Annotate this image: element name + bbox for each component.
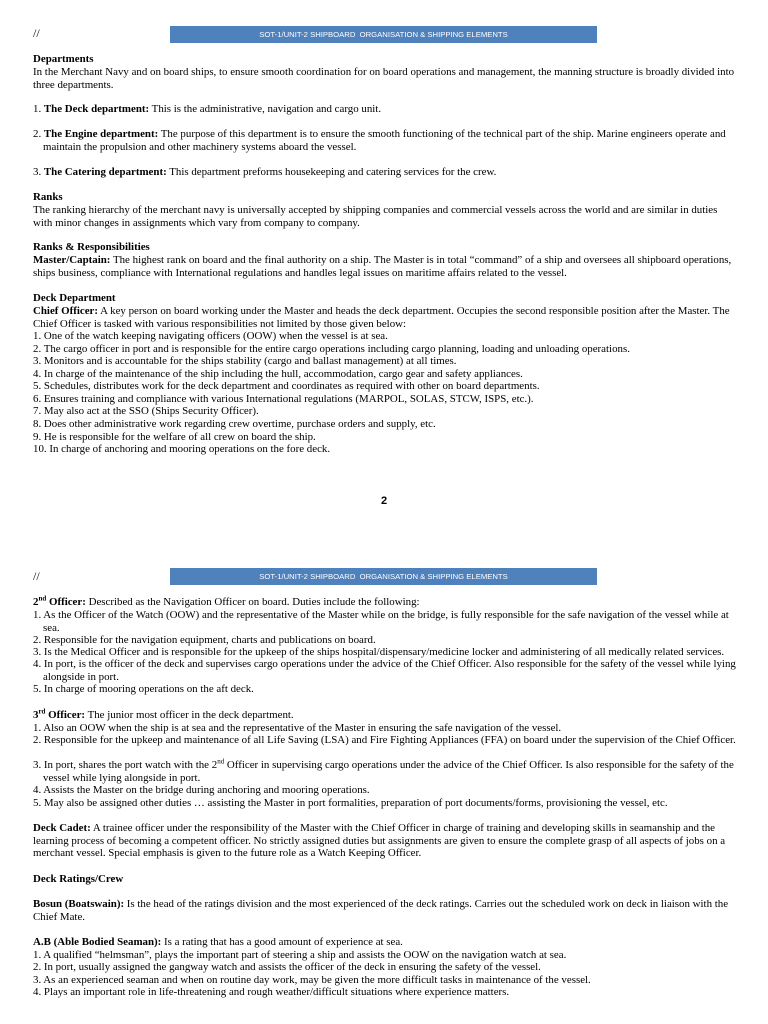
second-officer-duty: 4. In port, is the officer of the deck and supervises cargo operations under the advice of the Chief Officer. Also responsible for the safety of the vessel while lying alongside in port.: [33, 658, 736, 683]
label-superscript: nd: [38, 594, 47, 603]
header-banner: SOT-1/UNIT-2 SHIPBOARD ORGANISATION & SHIPPING ELEMENTS: [170, 26, 597, 43]
label-number: 3: [33, 709, 39, 721]
third-officer-duty: 5. May also be assigned other duties … assisting the Master in port formalities, preparation of port documents/forms, provisioning the vessel, etc.: [33, 797, 668, 809]
chief-officer-duty: 9. He is responsible for the welfare of all crew on board the ship.: [33, 431, 316, 443]
third-officer-duty: 4. Assists the Master on the bridge during anchoring and mooring operations.: [33, 784, 370, 796]
chief-officer-duty: 8. Does other administrative work regarding crew overtime, purchase orders and supply, etc.: [33, 418, 436, 430]
section-heading-departments: [33, 53, 736, 66]
able-seaman-duty: 1. A qualified “helmsman”, plays the important part of steering a ship and assists the OOW on the navigation watch at sea.: [33, 949, 567, 961]
label-superscript: rd: [38, 707, 46, 716]
paragraph-text: A key person on board working under the Master and heads the deck department. Occupies the second responsible position after the Master. The Chief Officer is tasked with various responsibilities not limited by those given below:: [33, 305, 730, 330]
chief-officer-duty: 3. Monitors and is accountable for the ships stability (cargo and ballast management) at all times.: [33, 355, 457, 367]
department-item-catering: [33, 166, 736, 179]
third-officer-paragraph: [33, 709, 736, 722]
third-officer-duty: 2. Responsible for the upkeep and maintenance of all Life Saving (LSA) and Fire Fighting Appliances (FFA) on board under the supervision of the Chief Officer.: [33, 734, 736, 746]
deck-cadet-paragraph: [33, 822, 736, 860]
paragraph-text: Is the head of the ratings division and the most experienced of the deck ratings. Carries out the scheduled work on deck in liaison with the Chief Mate.: [33, 898, 729, 923]
paragraph-text: A trainee officer under the responsibility of the Master with the Chief Officer in charge of training and developing skills in seamanship and the learning process of becoming a competent officer. No strictly assigned duties but assignments are given to ensure the complete grasp of all aspects of jobs on a merchant vessel. Special emphasis is given to the future role as a Watch Keeping Officer.: [33, 822, 726, 860]
paragraph-label: Master/Captain:: [33, 254, 111, 266]
departments-intro: In the Merchant Navy and on board ships, to ensure smooth coordination for on board operations and management, the manning structure is broadly divided into three departments.: [33, 66, 735, 91]
paragraph-label: [33, 596, 86, 608]
chief-officer-duty: 10. In charge of anchoring and mooring operations on the fore deck.: [33, 443, 331, 455]
able-seaman-paragraph: [33, 936, 736, 949]
second-officer-paragraph: [33, 596, 736, 609]
able-seaman-duty: 3. As an experienced seaman and when on routine day work, may be given the more difficult tasks in maintenance of the vessel.: [33, 974, 591, 986]
chief-officer-duty: 7. May also act at the SSO (Ships Security Officer).: [33, 405, 259, 417]
paragraph-text: The junior most officer in the deck department.: [85, 709, 294, 721]
heading-text: Deck Ratings/Crew: [33, 873, 124, 885]
bosun-paragraph: [33, 898, 736, 923]
chief-officer-paragraph: [33, 305, 736, 330]
section-heading-ranks: [33, 191, 736, 204]
page-marker: //: [33, 569, 40, 583]
heading-text: Departments: [33, 53, 94, 65]
paragraph-text: Described as the Navigation Officer on board. Duties include the following:: [85, 596, 420, 608]
duty-text-after: Officer in supervising cargo operations under the advice of the Chief Officer. Is also responsible for the safety of the vessel while lying alongside in port.: [43, 759, 734, 784]
item-text: This department preforms housekeeping and catering services for the crew.: [166, 166, 497, 178]
chief-officer-duty: 1. One of the watch keeping navigating officers (OOW) when the vessel is at sea.: [33, 330, 388, 342]
able-seaman-duty: 4. Plays an important role in life-threatening and rough weather/difficult situations where experience matters.: [33, 986, 510, 998]
section-heading-deck-ratings: [33, 873, 736, 886]
third-officer-duty: [33, 759, 736, 784]
heading-text: Ranks & Responsibilities: [33, 241, 150, 253]
item-label: The Deck department:: [43, 103, 150, 115]
department-item-deck: [33, 103, 736, 116]
label-rest: Officer:: [46, 596, 86, 608]
second-officer-duty: 5. In charge of mooring operations on the aft deck.: [33, 683, 254, 695]
paragraph-label: Chief Officer:: [33, 305, 99, 317]
header-banner: SOT-1/UNIT-2 SHIPBOARD ORGANISATION & SHIPPING ELEMENTS: [170, 568, 597, 585]
chief-officer-duty: 2. The cargo officer in port and is responsible for the entire cargo operations including cargo planning, loading and unloading operations.: [33, 343, 630, 355]
label-number: 2: [33, 596, 39, 608]
master-captain-paragraph: [33, 254, 736, 279]
paragraph-label: Deck Cadet:: [33, 822, 91, 834]
item-label: The Engine department:: [43, 128, 159, 140]
item-number: 1.: [33, 103, 44, 115]
third-officer-duty: 1. Also an OOW when the ship is at sea and the representative of the Master in ensuring the safe navigation of the vessel.: [33, 722, 562, 734]
second-officer-duty: 3. Is the Medical Officer and is responsible for the upkeep of the ships hospital/dispensary/medicine locker and administering of all medically related services.: [33, 646, 725, 658]
heading-text: Deck Department: [33, 292, 116, 304]
section-heading-ranks-responsibilities: [33, 241, 736, 254]
paragraph-text: The highest rank on board and the final authority on a ship. The Master is in total “command” of a ship and oversees all shipboard operations, ships business, compliance with International regulations and handles legal issues on maritime affairs related to the vessel.: [33, 254, 732, 279]
able-seaman-duty: 2. In port, usually assigned the gangway watch and assists the officer of the deck in ensuring the safety of the vessel.: [33, 961, 541, 973]
item-number: 3.: [33, 166, 44, 178]
department-item-engine: [33, 128, 736, 153]
page-number: 2: [380, 495, 388, 507]
paragraph-label: Bosun (Boatswain):: [33, 898, 125, 910]
duty-text-before: 3. In port, shares the port watch with the 2: [33, 759, 218, 771]
chief-officer-duty: 4. In charge of the maintenance of the ship including the hull, accommodation, cargo gear and safety appliances.: [33, 368, 523, 380]
chief-officer-duty: 5. Schedules, distributes work for the deck department and coordinates as required with other on board departments.: [33, 380, 540, 392]
item-label: The Catering department:: [43, 166, 167, 178]
section-heading-deck-department: [33, 292, 736, 305]
paragraph-label: A.B (Able Bodied Seaman):: [33, 936, 162, 948]
second-officer-duty: 2. Responsible for the navigation equipment, charts and publications on board.: [33, 634, 376, 646]
duty-superscript: nd: [217, 757, 225, 766]
page-marker: //: [33, 26, 40, 40]
second-officer-duty: 1. As the Officer of the Watch (OOW) and the representative of the Master while on the bridge, is fully responsible for the safe navigation of the vessel while at sea.: [33, 609, 729, 634]
chief-officer-duty: 6. Ensures training and compliance with various International regulations (MARPOL, SOLAS, STCW, ISPS, etc.).: [33, 393, 534, 405]
label-rest: Officer:: [45, 709, 86, 721]
item-number: 2.: [33, 128, 44, 140]
ranks-paragraph: The ranking hierarchy of the merchant navy is universally accepted by shipping companies and commercial vessels across the world and are similar in duties with minor changes in assignments which vary from company to company.: [33, 204, 718, 229]
item-text: The purpose of this department is to ensure the smooth functioning of the technical part of the ship. Marine engineers operate and maintain the propulsion and other machinery systems aboard the vessel.: [43, 128, 726, 153]
item-text: This is the administrative, navigation and cargo unit.: [149, 103, 382, 115]
paragraph-label: [33, 709, 85, 721]
paragraph-text: Is a rating that has a good amount of experience at sea.: [161, 936, 403, 948]
heading-text: Ranks: [33, 191, 63, 203]
